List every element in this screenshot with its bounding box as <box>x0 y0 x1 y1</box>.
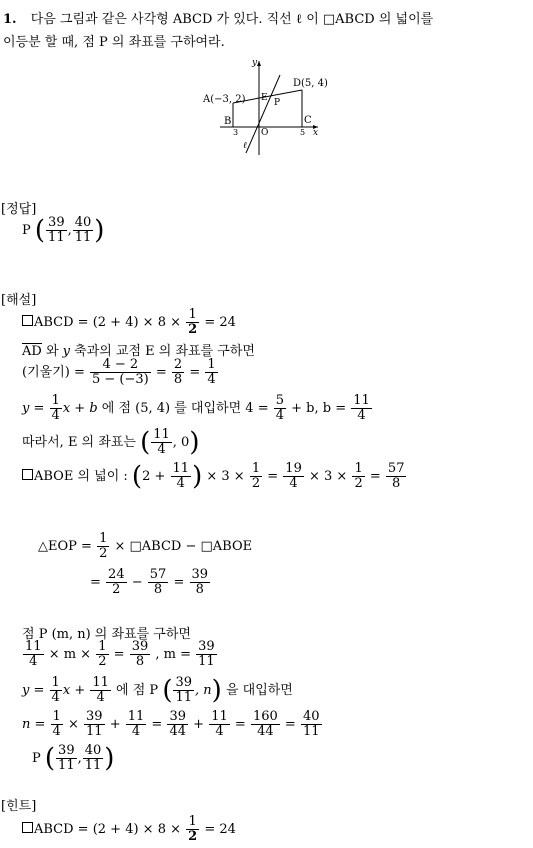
problem-number: 1. <box>3 12 17 27</box>
line-l <box>246 75 280 153</box>
hint-header: [힌트] <box>1 799 37 814</box>
solution-ad-line: AD 와 y 축과의 교점 E 의 좌표를 구하면 <box>22 344 255 359</box>
label-l: ℓ <box>243 141 247 151</box>
y-axis-arrow <box>257 61 261 66</box>
solution-n-line: n = $\frac{1}{4}$ × $\frac{39}{11}$ + $\frac{11}{4}$ = $\frac{39}{44}$ + $\frac{11}{4}$ = $\frac{160}{44}$ = $\frac{40}{11}$ <box>22 709 320 739</box>
answer-point-label: P <box>22 223 31 238</box>
label-y: y <box>252 58 258 68</box>
label-C: C <box>304 115 312 126</box>
label-P: P <box>274 98 281 108</box>
solution-area-line: ABCD = (2 + 4) × 8 × $\frac{1}{2}$ = 24 <box>22 308 236 337</box>
label-x: x <box>313 128 319 138</box>
solution-final-point: P ( $\frac{39}{11}$ , $\frac{40}{11}$ ) <box>32 743 115 774</box>
solution-eop-line1: △EOP = $\frac{1}{2}$ × □ABCD − □ABOE <box>38 531 253 561</box>
solution-m-line: $\frac{11}{4}$ × m × $\frac{1}{2}$ = $\frac{39}{8}$ , m = $\frac{39}{11}$ <box>25 639 215 669</box>
solution-e-coord: 따라서, E 의 좌표는 ( $\frac{11}{4}$ , 0) <box>22 427 200 458</box>
solution-line-eq: y = $\frac{1}{4}$ x + b 에 점 (5, 4) 를 대입하면 4 = $\frac{5}{4}$ + b, b = $\frac{11}{4}$ <box>22 393 370 423</box>
answer-header: [정답] <box>1 202 37 217</box>
tick-5: 5 <box>300 128 306 137</box>
tick-neg3: 3 <box>233 128 239 137</box>
answer-x-frac: $\frac{39}{11}$ <box>48 215 65 245</box>
label-O: O <box>261 128 269 138</box>
solution-header: [해설] <box>1 293 37 308</box>
hint-area-line: ABCD = (2 + 4) × 8 × $\frac{1}{2}$ = 24 <box>22 815 236 844</box>
solution-subst-line: y = $\frac{1}{4}$ x + $\frac{11}{4}$ 에 점 P ( $\frac{39}{11}$ , n) 을 대입하면 <box>22 675 293 706</box>
answer-point: P ( $\frac{39}{11}$ , $\frac{40}{11}$ ) <box>22 215 105 246</box>
problem-line-1 <box>3 8 433 27</box>
problem-text-2: 이등분 할 때, 점 P 의 좌표를 구하여라. <box>3 35 225 50</box>
solution-eop-line2: = $\frac{24}{2}$ − $\frac{57}{8}$ = $\frac{39}{8}$ <box>90 567 209 597</box>
solution-aboe-area: ABOE 의 넓이 : (2 + $\frac{11}{4}$ ) × 3 × $\frac{1}{2}$ = $\frac{19}{4}$ × 3 × $\frac{1}{2}$ = $\frac{57}{8}$ <box>22 462 407 491</box>
answer-y-frac: $\frac{40}{11}$ <box>74 215 92 245</box>
problem-text-1: 다음 그림과 같은 사각형 ABCD 가 있다. 직선 ℓ 이 □ABCD 의 넓이를 <box>30 12 434 27</box>
solution-p-text: 점 P (m, n) 의 좌표를 구하면 <box>22 627 191 642</box>
label-D: D(5, 4) <box>293 78 328 89</box>
square-symbol <box>22 315 33 326</box>
label-E: E <box>261 93 268 103</box>
label-A: A(−3, 2) <box>203 94 246 105</box>
solution-slope-line: (기울기) = $\frac{4 - 2}{5 - (-3)}$ = $\frac{2}{8}$ = $\frac{1}{4}$ <box>22 357 216 387</box>
quadrilateral-figure <box>200 55 335 160</box>
label-B: B <box>224 116 232 127</box>
